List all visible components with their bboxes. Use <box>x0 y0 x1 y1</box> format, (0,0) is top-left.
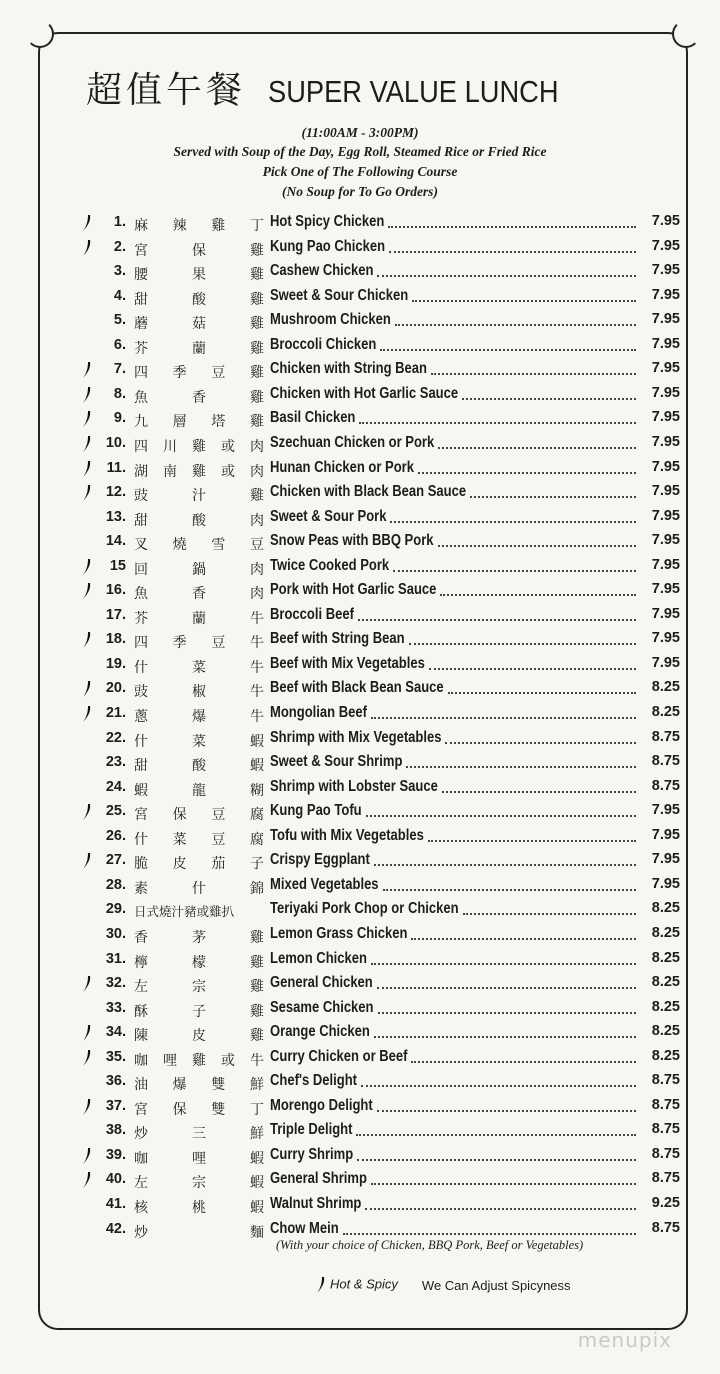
watermark-logo: menupix <box>577 1328 672 1352</box>
dot-leader <box>380 349 636 351</box>
item-number: 18. <box>105 631 126 648</box>
item-number: 21. <box>105 705 126 721</box>
item-price: 9.25 <box>651 1195 680 1211</box>
dot-leader <box>448 692 636 694</box>
menu-item <box>0 875 720 899</box>
item-number: 6. <box>113 336 126 353</box>
item-price: 8.75 <box>651 1219 680 1236</box>
item-name: Teriyaki Pork Chop or Chicken <box>270 900 459 918</box>
dot-leader <box>470 496 636 498</box>
menu-item <box>0 703 720 727</box>
item-chinese-name: 四 季 豆 牛 <box>134 635 264 652</box>
dot-leader <box>411 938 636 940</box>
dot-leader <box>366 815 636 817</box>
dot-leader <box>409 643 636 645</box>
dot-leader <box>395 324 636 326</box>
item-chinese-name: 宮 保 雙 丁 <box>134 1101 264 1118</box>
item-number: 41. <box>105 1196 126 1212</box>
item-number: 24. <box>105 778 126 795</box>
item-number: 19. <box>105 655 126 672</box>
item-number: 17. <box>105 606 126 623</box>
item-number: 29. <box>105 901 126 918</box>
menu-item <box>0 286 720 310</box>
item-name: Shrimp with Mix Vegetables <box>270 728 442 746</box>
item-price: 7.95 <box>651 654 680 671</box>
title-chinese: 超值午餐 <box>86 70 247 111</box>
item-name: Chow Mein <box>270 1219 339 1237</box>
item-price: 8.25 <box>651 924 680 941</box>
item-chinese-name: 炒 三 鮮 <box>134 1126 264 1143</box>
item-name: Broccoli Chicken <box>270 335 377 353</box>
item-number: 40. <box>105 1171 126 1188</box>
dot-leader <box>377 987 636 989</box>
item-name: Crispy Eggplant <box>270 851 370 869</box>
item-name: Curry Chicken or Beef <box>270 1047 408 1065</box>
menu-item <box>0 1022 720 1046</box>
dot-leader <box>374 864 636 866</box>
item-number: 31. <box>105 950 126 967</box>
menu-item <box>0 998 720 1022</box>
menu-item <box>0 850 720 874</box>
dot-leader <box>428 840 636 842</box>
dot-leader <box>343 1233 636 1235</box>
dot-leader <box>429 668 636 670</box>
item-price: 8.75 <box>651 1121 680 1138</box>
chili-icon <box>82 435 92 453</box>
item-price: 7.95 <box>651 802 680 819</box>
item-number: 12. <box>105 484 126 501</box>
item-price: 8.25 <box>651 900 680 917</box>
chili-icon <box>82 386 92 404</box>
item-price: 8.75 <box>651 1170 680 1187</box>
chili-icon <box>82 558 92 576</box>
item-price: 7.95 <box>651 581 680 598</box>
item-price: 8.75 <box>651 1096 680 1113</box>
chili-icon <box>82 680 92 698</box>
chili-icon <box>82 1171 92 1189</box>
chili-icon <box>82 1147 92 1165</box>
item-name: Beef with Mix Vegetables <box>270 654 425 672</box>
item-chinese-name: 宮 保 豆 腐 <box>134 807 264 824</box>
item-price: 7.95 <box>651 384 680 401</box>
item-price: 7.95 <box>651 851 680 868</box>
item-price: 8.25 <box>651 974 680 991</box>
menu-item <box>0 212 720 236</box>
item-name: Broccoli Beef <box>270 605 354 623</box>
menu-item <box>0 654 720 678</box>
item-number: 38. <box>105 1122 126 1139</box>
dot-leader <box>418 472 636 474</box>
item-chinese-name: 甜 酸 蝦 <box>134 758 264 775</box>
item-name: Twice Cooked Pork <box>270 556 390 574</box>
menu-item <box>0 408 720 432</box>
legend-hot-spicy: Hot & Spicy <box>316 1276 398 1294</box>
item-name: Chicken with Hot Garlic Sauce <box>270 384 459 402</box>
item-number: 10. <box>105 434 126 451</box>
item-number: 26. <box>105 827 126 844</box>
item-name: Triple Delight <box>270 1121 353 1139</box>
item-number: 23. <box>105 754 126 771</box>
item-chinese-name: 芥 蘭 牛 <box>134 610 264 627</box>
item-name: Lemon Grass Chicken <box>270 924 408 942</box>
item-number: 13. <box>105 508 126 525</box>
menu-item <box>0 531 720 555</box>
item-name: Curry Shrimp <box>270 1145 354 1163</box>
menu-item <box>0 335 720 359</box>
dot-leader <box>440 594 636 596</box>
menu-title <box>86 62 598 112</box>
item-chinese-name: 什 菜 牛 <box>134 659 264 676</box>
item-number: 25. <box>105 803 126 820</box>
menu-item <box>0 973 720 997</box>
dot-leader <box>374 1036 636 1038</box>
menu-item <box>0 458 720 482</box>
no-soup-text: (No Soup for To Go Orders) <box>282 184 438 199</box>
chow-mein-note: (With your choice of Chicken, BBQ Pork, Beef or Vegetables) <box>276 1238 584 1252</box>
legend-adjust: We Can Adjust Spicyness <box>421 1277 571 1293</box>
chili-icon <box>82 239 92 257</box>
item-name: Shrimp with Lobster Sauce <box>270 777 438 795</box>
item-price: 8.25 <box>651 679 680 696</box>
item-name: General Shrimp <box>270 1170 367 1188</box>
item-number: 2. <box>113 238 126 255</box>
item-chinese-name: 咖 哩 蝦 <box>134 1150 264 1167</box>
dot-leader <box>357 1159 636 1161</box>
item-chinese-name: 什 菜 豆 腐 <box>134 831 264 848</box>
chili-icon <box>82 582 92 600</box>
dot-leader <box>371 717 636 719</box>
item-name: Orange Chicken <box>270 1023 370 1041</box>
item-name: Mixed Vegetables <box>270 875 379 893</box>
item-price: 7.95 <box>651 826 680 843</box>
item-chinese-name: 九 層 塔 雞 <box>134 414 264 431</box>
item-chinese-name: 炒 麵 <box>134 1224 264 1241</box>
chili-icon <box>82 214 92 232</box>
dot-leader <box>411 1061 636 1063</box>
item-price: 7.95 <box>651 286 680 303</box>
item-price: 7.95 <box>651 262 680 279</box>
chili-icon <box>82 361 92 379</box>
item-name: Hot Spicy Chicken <box>270 213 385 230</box>
item-name: Mushroom Chicken <box>270 311 391 329</box>
item-chinese-name: 蔥 爆 牛 <box>134 709 264 725</box>
item-number: 3. <box>113 263 126 280</box>
item-chinese-name: 宮 保 雞 <box>134 242 264 259</box>
item-chinese-name: 蝦 龍 糊 <box>134 782 264 799</box>
chili-icon <box>82 484 92 502</box>
item-chinese-name: 香 茅 雞 <box>134 929 264 946</box>
item-price: 8.25 <box>651 704 680 720</box>
item-number: 30. <box>105 925 126 942</box>
dot-leader <box>406 766 636 768</box>
menu-item <box>0 580 720 604</box>
menu-item <box>0 1120 720 1144</box>
menu-item <box>0 949 720 973</box>
item-chinese-name: 檸 檬 雞 <box>134 954 264 971</box>
item-chinese-name: 豉 汁 雞 <box>134 488 264 505</box>
item-chinese-name: 芥 蘭 雞 <box>134 340 264 357</box>
dot-leader <box>365 1208 636 1210</box>
item-chinese-name: 回 鍋 肉 <box>134 561 264 578</box>
menu-item <box>0 752 720 776</box>
item-number: 36. <box>105 1073 126 1090</box>
item-price: 8.75 <box>651 753 680 770</box>
item-price: 8.25 <box>651 1047 680 1064</box>
item-name: General Chicken <box>270 974 373 992</box>
chili-icon <box>82 460 92 478</box>
hours-text: (11:00AM - 3:00PM) <box>301 125 419 140</box>
item-number: 14. <box>105 533 126 550</box>
item-name: Basil Chicken <box>270 409 356 427</box>
menu-item <box>0 1169 720 1193</box>
menu-item <box>0 507 720 531</box>
chili-icon <box>82 1049 92 1067</box>
dot-leader <box>383 889 636 891</box>
menu-item <box>0 924 720 948</box>
item-name: Lemon Chicken <box>270 949 367 967</box>
chili-icon <box>82 410 92 428</box>
item-chinese-name: 什 菜 蝦 <box>134 733 264 750</box>
menu-item <box>0 801 720 825</box>
dot-leader <box>462 398 636 400</box>
dot-leader <box>431 373 636 375</box>
dot-leader <box>438 447 636 449</box>
dot-leader <box>388 226 636 228</box>
menu-item <box>0 237 720 261</box>
item-number: 32. <box>105 975 126 992</box>
item-name: Mongolian Beef <box>270 704 367 721</box>
item-name: Sweet & Sour Chicken <box>270 286 409 304</box>
item-number: 1. <box>113 214 126 230</box>
item-number: 20. <box>105 680 126 697</box>
menu-item <box>0 433 720 457</box>
chili-icon <box>82 705 92 723</box>
dot-leader <box>445 742 636 744</box>
item-chinese-name: 甜 酸 肉 <box>134 512 264 529</box>
dot-leader <box>361 1085 636 1087</box>
item-name: Szechuan Chicken or Pork <box>270 433 435 451</box>
item-number: 15 <box>109 557 126 574</box>
item-number: 42. <box>105 1220 126 1237</box>
chili-icon <box>82 803 92 821</box>
item-price: 7.95 <box>651 311 680 328</box>
item-name: Kung Pao Tofu <box>270 802 362 820</box>
item-price: 7.95 <box>651 213 680 229</box>
dot-leader <box>371 963 636 965</box>
item-chinese-name: 左 宗 雞 <box>134 979 264 996</box>
item-chinese-name: 酥 子 雞 <box>134 1003 264 1020</box>
item-chinese-name: 左 宗 蝦 <box>134 1175 264 1192</box>
dot-leader <box>438 545 636 547</box>
item-chinese-name: 豉 椒 牛 <box>134 684 264 701</box>
menu-item <box>0 310 720 334</box>
item-name: Tofu with Mix Vegetables <box>270 826 424 844</box>
dot-leader <box>389 251 636 253</box>
item-name: Sweet & Sour Shrimp <box>270 753 403 771</box>
item-chinese-name: 魚 香 雞 <box>134 389 264 406</box>
item-number: 16. <box>105 582 126 599</box>
item-chinese-name: 甜 酸 雞 <box>134 291 264 308</box>
dot-leader <box>412 300 636 302</box>
item-chinese-name: 湖 南 雞 或 肉 <box>134 463 264 480</box>
dot-leader <box>378 1012 636 1014</box>
item-name: Chicken with Black Bean Sauce <box>270 483 467 501</box>
menu-item <box>0 826 720 850</box>
item-chinese-name: 麻 辣 雞 丁 <box>134 218 264 234</box>
dot-leader <box>442 791 636 793</box>
menu-item <box>0 728 720 752</box>
dot-leader <box>371 1183 636 1185</box>
item-name: Morengo Delight <box>270 1096 373 1114</box>
chili-icon <box>82 1098 92 1116</box>
item-number: 27. <box>105 852 126 869</box>
item-chinese-name: 四 川 雞 或 肉 <box>134 438 264 455</box>
item-price: 7.95 <box>651 458 680 475</box>
dot-leader <box>356 1134 636 1136</box>
item-number: 33. <box>105 999 126 1016</box>
item-chinese-name: 魚 香 肉 <box>134 586 264 603</box>
item-price: 8.25 <box>651 949 680 966</box>
dot-leader <box>463 913 636 915</box>
item-chinese-name: 素 什 錦 <box>134 880 264 897</box>
dot-leader <box>377 1110 636 1112</box>
item-price: 7.95 <box>651 556 680 573</box>
item-price: 7.95 <box>651 409 680 426</box>
item-name: Snow Peas with BBQ Pork <box>270 532 434 550</box>
item-chinese-name: 腰 果 雞 <box>134 267 264 284</box>
item-chinese-name: 四 季 豆 雞 <box>134 365 264 382</box>
menu-item <box>0 556 720 580</box>
chili-icon <box>82 631 92 649</box>
item-name: Chicken with String Bean <box>270 360 427 378</box>
item-chinese-name: 叉 燒 雪 豆 <box>134 537 264 554</box>
chili-icon <box>316 1276 326 1294</box>
item-number: 7. <box>113 361 126 378</box>
dot-leader <box>377 275 636 277</box>
item-name: Kung Pao Chicken <box>270 237 386 255</box>
dot-leader <box>390 521 636 523</box>
item-name: Chef's Delight <box>270 1072 358 1090</box>
item-price: 7.95 <box>651 433 680 450</box>
item-number: 8. <box>113 385 126 402</box>
title-english: SUPER VALUE LUNCH <box>268 74 559 109</box>
item-chinese-name: 油 爆 雙 鮮 <box>134 1077 264 1094</box>
item-price: 8.25 <box>651 1023 680 1040</box>
item-number: 4. <box>113 287 126 304</box>
item-chinese-name: 蘑 菇 雞 <box>134 316 264 333</box>
dot-leader <box>359 422 636 424</box>
item-number: 37. <box>105 1097 126 1114</box>
served-with-text: Served with Soup of the Day, Egg Roll, Steamed Rice or Fried Rice <box>173 144 547 159</box>
item-number: 34. <box>105 1024 126 1041</box>
chili-icon <box>82 852 92 870</box>
menu-item <box>0 777 720 801</box>
item-price: 7.95 <box>651 605 680 622</box>
chili-icon <box>82 1024 92 1042</box>
dot-leader <box>393 570 636 572</box>
menu-item <box>0 1047 720 1071</box>
menu-item <box>0 1096 720 1120</box>
menu-item <box>0 899 720 923</box>
item-price: 7.95 <box>651 507 680 524</box>
item-chinese-name: 脆 皮 茄 子 <box>134 856 264 873</box>
menu-item <box>0 261 720 285</box>
dot-leader <box>358 619 636 621</box>
item-price: 8.25 <box>651 998 680 1015</box>
item-name: Sesame Chicken <box>270 998 374 1016</box>
item-price: 8.75 <box>651 1145 680 1162</box>
item-price: 8.75 <box>651 728 680 745</box>
item-number: 28. <box>105 876 126 893</box>
item-price: 7.95 <box>651 335 680 352</box>
menu-item <box>0 1145 720 1169</box>
item-price: 7.95 <box>651 483 680 500</box>
item-chinese-name: 咖 哩 雞 或 牛 <box>134 1052 264 1069</box>
item-chinese-name: 核 桃 蝦 <box>134 1200 264 1216</box>
item-price: 8.75 <box>651 1072 680 1089</box>
item-number: 39. <box>105 1146 126 1163</box>
item-number: 5. <box>113 312 126 329</box>
menu-item <box>0 1194 720 1218</box>
item-price: 7.95 <box>651 532 680 549</box>
item-name: Pork with Hot Garlic Sauce <box>270 581 437 599</box>
item-number: 9. <box>113 410 126 427</box>
item-name: Sweet & Sour Pork <box>270 507 387 525</box>
item-price: 7.95 <box>651 630 680 647</box>
item-name: Beef with Black Bean Sauce <box>270 679 444 697</box>
chili-icon <box>82 975 92 993</box>
item-price: 7.95 <box>651 360 680 377</box>
menu-item <box>0 605 720 629</box>
menu-item <box>0 629 720 653</box>
item-name: Beef with String Bean <box>270 630 405 648</box>
menu-item <box>0 359 720 383</box>
item-number: 35. <box>105 1048 126 1065</box>
item-price: 7.95 <box>651 237 680 254</box>
menu-item <box>0 384 720 408</box>
item-number: 11. <box>106 459 126 476</box>
item-price: 8.75 <box>651 777 680 794</box>
item-price: 7.95 <box>651 875 680 892</box>
menu-item <box>0 482 720 506</box>
pick-one-text: Pick One of The Following Course <box>262 164 458 179</box>
legend <box>316 1276 571 1294</box>
item-chinese-name: 陳 皮 雞 <box>134 1028 264 1045</box>
item-name: Cashew Chicken <box>270 262 374 280</box>
item-chinese-name: 日 式 燒 汁 豬 或 雞 扒 <box>134 904 235 920</box>
item-name: Hunan Chicken or Pork <box>270 458 414 476</box>
item-number: 22. <box>105 729 126 746</box>
item-name: Walnut Shrimp <box>270 1195 362 1212</box>
menu-item <box>0 1071 720 1095</box>
menu-item <box>0 678 720 702</box>
